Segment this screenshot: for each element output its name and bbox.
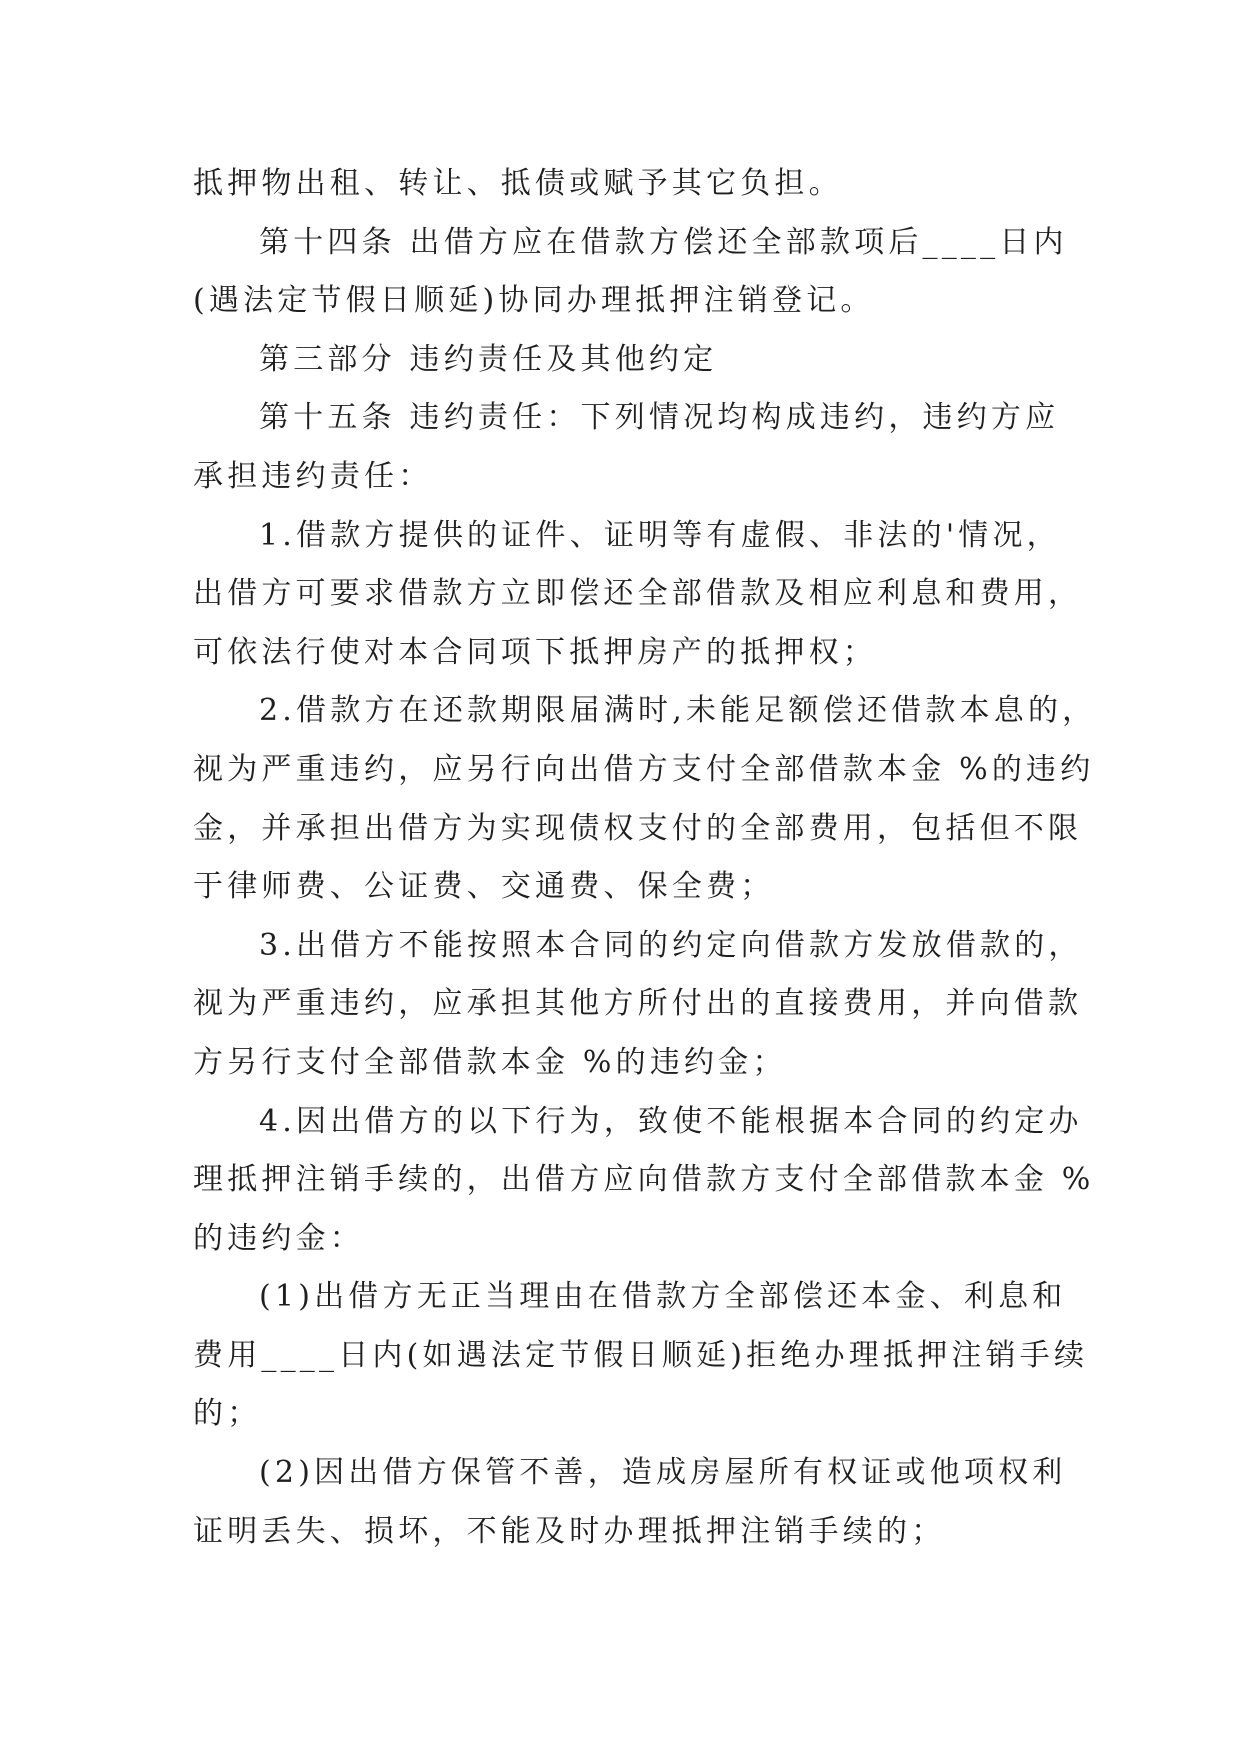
text-line: 抵押物出租、转让、抵债或赋予其它负担。 bbox=[193, 166, 843, 201]
text-line: 的； bbox=[193, 1396, 262, 1432]
text-line: 第十五条 违约责任：下列情况均构成违约，违约方应 bbox=[259, 400, 1060, 436]
text-line: 视为严重违约，应另行向出借方支付全部借款本金 %的违约 bbox=[193, 751, 1095, 787]
text-line: 金，并承担出借方为实现债权支付的全部费用，包括但不限 bbox=[193, 810, 1083, 846]
text-line: 视为严重违约，应承担其他方所付出的直接费用，并向借款 bbox=[193, 986, 1083, 1022]
text-line: 方另行支付全部借款本金 %的违约金； bbox=[193, 1044, 787, 1080]
text-line: 4.因出借方的以下行为，致使不能根据本合同的约定办 bbox=[259, 1103, 1083, 1139]
text-line: 1.借款方提供的证件、证明等有虚假、非法的'情况， bbox=[259, 517, 1061, 553]
text-line: (遇法定节假日顺延)协同办理抵押注销登记。 bbox=[193, 283, 875, 319]
text-line: 第三部分 违约责任及其他约定 bbox=[259, 341, 718, 377]
text-line: 2.借款方在还款期限届满时,未能足额偿还借款本息的， bbox=[259, 693, 1097, 729]
text-line: (1)出借方无正当理由在借款方全部偿还本金、利息和 bbox=[259, 1279, 1067, 1315]
text-line: 证明丢失、损坏，不能及时办理抵押注销手续的； bbox=[193, 1513, 946, 1549]
text-line: 于律师费、公证费、交通费、保全费； bbox=[193, 869, 775, 905]
text-line: 理抵押注销手续的，出借方应向借款方支付全部借款本金 % bbox=[193, 1162, 1095, 1198]
text-line: 3.出借方不能按照本合同的约定向借款方发放借款的， bbox=[259, 927, 1083, 963]
text-line: 费用____日内(如遇法定节假日顺延)拒绝办理抵押注销手续 bbox=[193, 1337, 1089, 1373]
text-line: 出借方可要求借款方立即偿还全部借款及相应利息和费用， bbox=[193, 576, 1083, 612]
text-line: (2)因出借方保管不善，造成房屋所有权证或他项权利 bbox=[259, 1455, 1067, 1491]
text-line: 可依法行使对本合同项下抵押房产的抵押权； bbox=[193, 634, 877, 670]
text-line: 第十四条 出借方应在借款方偿还全部款项后____日内 bbox=[259, 224, 1068, 260]
document-body bbox=[193, 155, 1097, 1561]
text-line: 的违约金： bbox=[193, 1220, 364, 1256]
text-line: 承担违约责任： bbox=[193, 458, 433, 494]
